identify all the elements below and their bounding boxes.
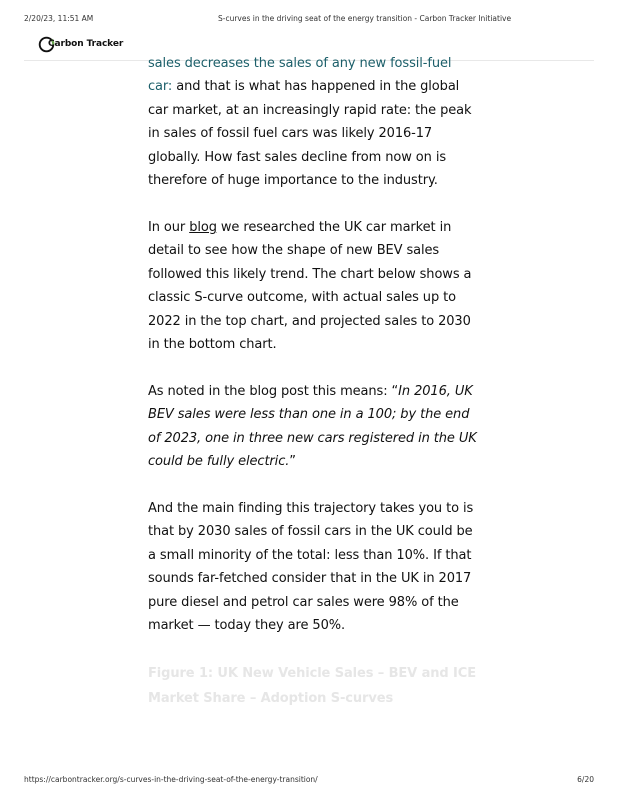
paragraph-lead: sales decreases the sales of any new fossil-fuel car: <box>148 56 452 95</box>
logo-text: Carbon Tracker <box>48 39 124 49</box>
print-header <box>0 14 618 26</box>
print-page-title: S-curves in the driving seat of the energy transition - Carbon Tracker Initiative <box>218 14 512 23</box>
figure-caption: Figure 1: UK New Vehicle Sales – BEV and ICE Market Share – Adoption S-curves <box>148 665 476 706</box>
quote-text: In 2016, UK BEV sales were less than one in a 100; by the end of 2023, one in three new cars registered in the UK could be fully electric. <box>148 383 477 470</box>
paragraph-market <box>148 52 478 192</box>
print-date: 2/20/23, 11:51 AM <box>24 14 94 23</box>
paragraph-text: In our <box>148 219 190 235</box>
paragraph-text: and that is what has happened in the global car market, at an increasingly rapid rate: the peak in sales of fossil fuel cars was likely 2016-17 globally. How fast sales decline from now on is therefore of huge importance to the industry. <box>148 79 472 189</box>
paragraph-text: ” <box>289 454 296 470</box>
paragraph-text: we researched the UK car market in detail to see how the shape of new BEV sales followed this likely trend. The chart below shows a classic S-curve outcome, with actual sales up to 2022 in the top chart, and projected sales to 2030 in the bottom chart. <box>148 219 472 352</box>
print-page-number: 6/20 <box>577 775 594 784</box>
paragraph-finding: And the main finding this trajectory takes you to is that by 2030 sales of fossil cars in the UK could be a small minority of the total: less than 10%. If that sounds far-fetched consider that in the UK in 2017 pure diesel and petrol car sales were 98% of the market — today they are 50%. <box>148 501 474 634</box>
paragraph-uk-market <box>148 216 478 356</box>
paragraph-quote <box>148 380 478 474</box>
blog-link[interactable]: blog <box>189 219 217 235</box>
article-body <box>148 52 478 711</box>
print-url: https://carbontracker.org/s-curves-in-the-driving-seat-of-the-energy-transition/ <box>24 775 318 784</box>
print-footer <box>0 775 618 787</box>
paragraph-text: As noted in the blog post this means: “ <box>148 383 399 399</box>
